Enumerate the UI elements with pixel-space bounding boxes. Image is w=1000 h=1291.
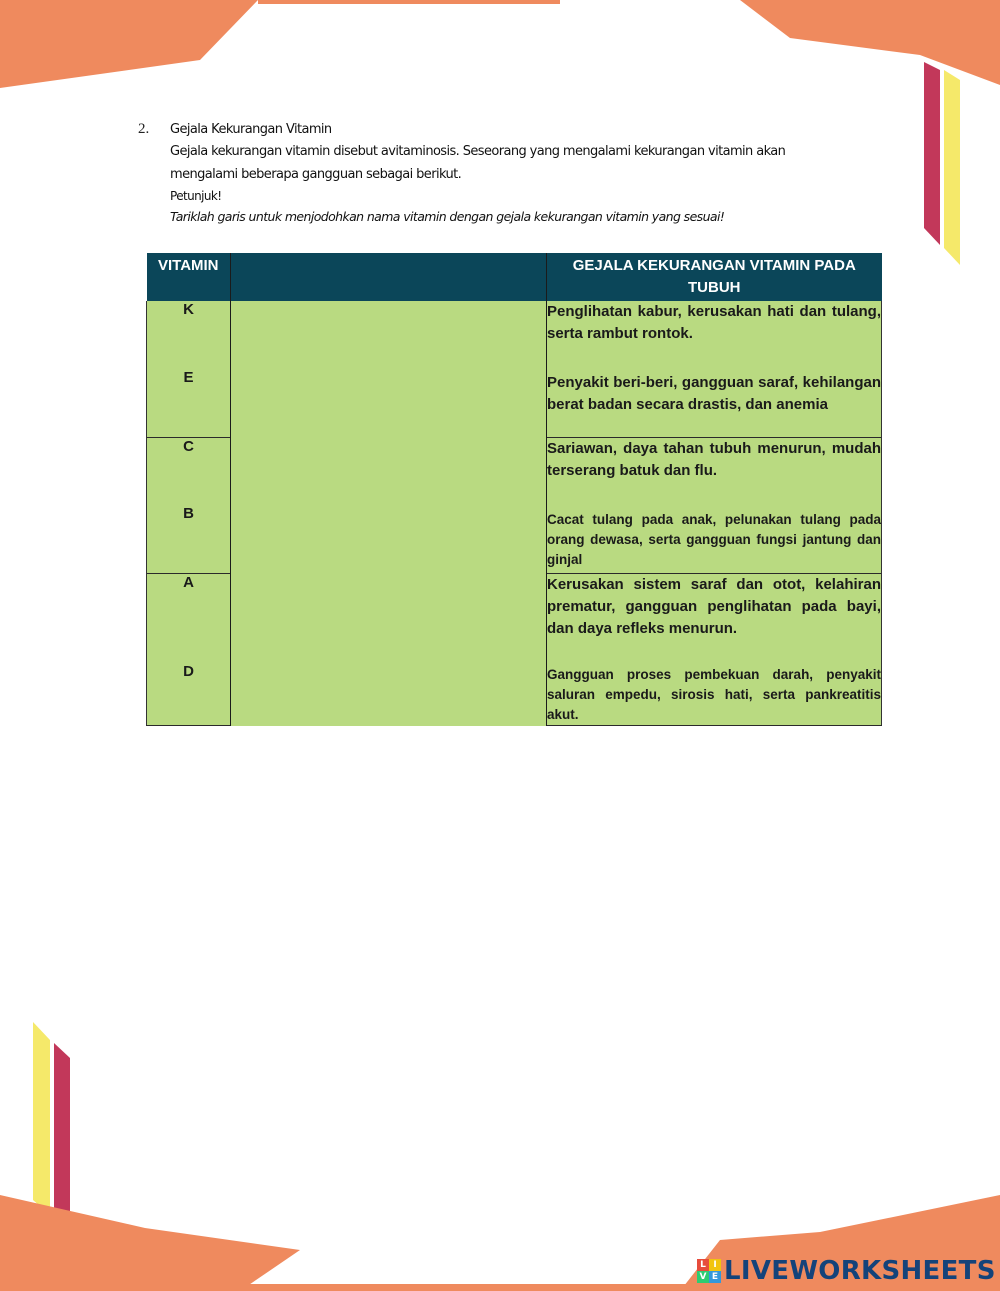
item-body: [170, 120, 860, 228]
item-number: 2.: [138, 121, 150, 137]
symptom-6[interactable]: Gangguan proses pembekuan darah, penyakit saluran empedu, sirosis hati, serta pankreatitis akut.: [547, 663, 882, 726]
vitamin-a[interactable]: A: [147, 573, 231, 663]
vitamin-matching-table: [146, 253, 882, 726]
symptom-3[interactable]: Sariawan, daya tahan tubuh menurun, mudah terserang batuk dan flu.: [547, 437, 882, 505]
header-vitamin: VITAMIN: [147, 253, 231, 301]
brand-name: LIVEWORKSHEETS: [724, 1256, 996, 1286]
petunjuk-label: Petunjuk!: [170, 189, 222, 203]
vitamin-c[interactable]: C: [147, 437, 231, 505]
header-matching-area: [231, 253, 547, 301]
vitamin-d[interactable]: D: [147, 663, 231, 726]
intro-line-1: Gejala kekurangan vitamin disebut avitaminosis. Seseorang yang mengalami kekurangan vitamin akan: [170, 144, 786, 159]
header-gejala: GEJALA KEKURANGAN VITAMIN PADA TUBUH: [547, 253, 882, 301]
logo-letter: I: [709, 1259, 721, 1271]
vitamin-e[interactable]: E: [147, 369, 231, 437]
vitamin-k[interactable]: K: [147, 301, 231, 369]
table-header-row: [147, 253, 882, 301]
intro-line-2: mengalami beberapa gangguan sebagai berikut.: [170, 167, 462, 182]
symptom-1[interactable]: Penglihatan kabur, kerusakan hati dan tulang, serta rambut rontok.: [547, 301, 882, 369]
logo-letter: E: [709, 1271, 721, 1283]
liveworksheets-logo-icon: [697, 1259, 721, 1283]
symptom-5[interactable]: Kerusakan sistem saraf dan otot, kelahiran prematur, gangguan penglihatan pada bayi, dan daya refleks menurun.: [547, 573, 882, 663]
logo-letter: V: [697, 1271, 709, 1283]
symptom-4[interactable]: Cacat tulang pada anak, pelunakan tulang pada orang dewasa, serta gangguan fungsi jantung dan ginjal: [547, 505, 882, 573]
symptom-2[interactable]: Penyakit beri-beri, gangguan saraf, kehilangan berat badan secara drastis, dan anemia: [547, 369, 882, 437]
vitamin-b[interactable]: B: [147, 505, 231, 573]
matching-line-area[interactable]: [231, 301, 547, 726]
instruction-text: Tariklah garis untuk menjodohkan nama vitamin dengan gejala kekurangan vitamin yang sesuai!: [170, 209, 725, 224]
liveworksheets-brand: [697, 1255, 996, 1287]
item-title: Gejala Kekurangan Vitamin: [170, 122, 332, 137]
table-row: [147, 301, 882, 369]
logo-letter: L: [697, 1259, 709, 1271]
